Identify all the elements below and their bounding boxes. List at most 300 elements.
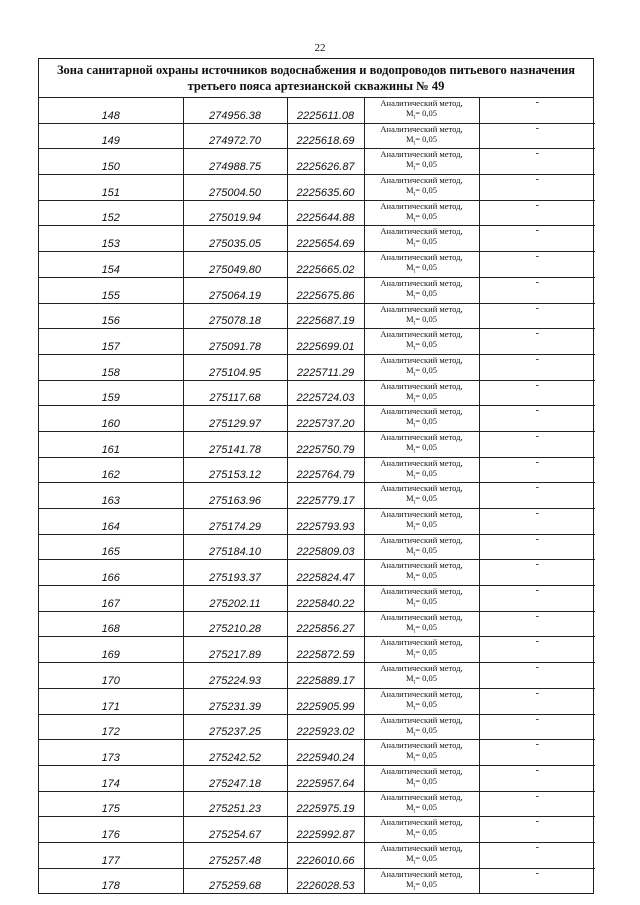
accuracy-value	[365, 570, 479, 585]
point-number-cell: 158	[39, 354, 183, 380]
x-coordinate-cell: 275247.18	[183, 765, 287, 791]
accuracy-prefix: M	[405, 467, 414, 478]
accuracy-number: = 0,05	[415, 493, 438, 504]
accuracy-prefix: M	[405, 441, 414, 452]
note-cell: -	[479, 252, 595, 278]
x-coordinate-cell: 275129.97	[183, 406, 287, 432]
accuracy-value	[365, 134, 479, 149]
table-row	[39, 817, 595, 843]
note-cell: -	[479, 817, 595, 843]
accuracy-value	[365, 699, 479, 714]
accuracy-prefix: M	[405, 364, 414, 375]
y-coordinate-cell: 2225644.88	[287, 200, 364, 226]
point-number-cell: 149	[39, 123, 183, 149]
point-number-cell: 157	[39, 329, 183, 355]
point-number-cell: 172	[39, 714, 183, 740]
note-cell: -	[479, 303, 595, 329]
accuracy-subscript: t	[413, 602, 416, 609]
point-number-cell: 166	[39, 560, 183, 586]
method-label: Аналитический метод,	[380, 688, 463, 699]
x-coordinate-cell: 274988.75	[183, 149, 287, 175]
point-number-cell: 174	[39, 765, 183, 791]
x-coordinate-cell: 275141.78	[183, 431, 287, 457]
point-number-cell: 175	[39, 791, 183, 817]
accuracy-subscript: t	[413, 448, 416, 455]
y-coordinate-cell: 2225711.29	[287, 354, 364, 380]
point-number-cell: 162	[39, 457, 183, 483]
table-row	[39, 175, 595, 201]
table-row	[39, 560, 595, 586]
accuracy-number: = 0,05	[415, 827, 438, 838]
method-cell	[364, 637, 479, 663]
table-row	[39, 714, 595, 740]
method-cell	[364, 740, 479, 766]
point-number-cell: 169	[39, 637, 183, 663]
method-label: Аналитический метод,	[380, 740, 463, 751]
note-cell: -	[479, 560, 595, 586]
accuracy-subscript: t	[413, 885, 416, 892]
method-cell	[364, 431, 479, 457]
note-cell: -	[479, 791, 595, 817]
table-row	[39, 509, 595, 535]
x-coordinate-cell: 275019.94	[183, 200, 287, 226]
note-cell: -	[479, 98, 595, 123]
accuracy-value	[365, 725, 479, 740]
accuracy-subscript: t	[413, 628, 416, 635]
method-label: Аналитический метод,	[380, 714, 463, 725]
point-number-cell: 176	[39, 817, 183, 843]
table-row	[39, 457, 595, 483]
accuracy-value	[365, 647, 479, 662]
table-row	[39, 149, 595, 175]
accuracy-subscript: t	[413, 345, 416, 352]
note-cell: -	[479, 277, 595, 303]
method-cell	[364, 303, 479, 329]
y-coordinate-cell: 2226028.53	[287, 868, 364, 893]
point-number-cell: 159	[39, 380, 183, 406]
point-number-cell: 171	[39, 688, 183, 714]
accuracy-prefix: M	[405, 698, 414, 709]
accuracy-number: = 0,05	[415, 185, 438, 196]
x-coordinate-cell: 275210.28	[183, 611, 287, 637]
accuracy-value	[365, 750, 479, 765]
method-label: Аналитический метод,	[380, 765, 463, 776]
method-label: Аналитический метод,	[380, 329, 463, 340]
method-cell	[364, 534, 479, 560]
point-number-cell: 150	[39, 149, 183, 175]
accuracy-number: = 0,05	[415, 441, 438, 452]
accuracy-prefix: M	[405, 108, 414, 118]
y-coordinate-cell: 2225975.19	[287, 791, 364, 817]
x-coordinate-cell: 275064.19	[183, 277, 287, 303]
accuracy-number: = 0,05	[415, 108, 438, 118]
accuracy-subscript: t	[413, 654, 416, 661]
method-cell	[364, 354, 479, 380]
method-cell	[364, 200, 479, 226]
x-coordinate-cell: 275163.96	[183, 483, 287, 509]
note-cell: -	[479, 457, 595, 483]
method-cell	[364, 714, 479, 740]
point-number-cell: 163	[39, 483, 183, 509]
x-coordinate-cell: 275078.18	[183, 303, 287, 329]
accuracy-number: = 0,05	[415, 724, 438, 735]
method-label: Аналитический метод,	[380, 560, 463, 571]
method-cell	[364, 98, 479, 123]
note-cell: -	[479, 868, 595, 893]
accuracy-number: = 0,05	[415, 364, 438, 375]
accuracy-prefix: M	[405, 596, 414, 607]
y-coordinate-cell: 2225675.86	[287, 277, 364, 303]
accuracy-prefix: M	[405, 775, 414, 786]
accuracy-value	[365, 185, 479, 200]
method-label: Аналитический метод,	[380, 200, 463, 211]
table-row	[39, 252, 595, 278]
table-row	[39, 226, 595, 252]
coordinates-table-frame	[38, 58, 594, 894]
y-coordinate-cell: 2225957.64	[287, 765, 364, 791]
table-row	[39, 740, 595, 766]
note-cell: -	[479, 586, 595, 612]
y-coordinate-cell: 2225992.87	[287, 817, 364, 843]
x-coordinate-cell: 274956.38	[183, 98, 287, 123]
accuracy-value	[365, 159, 479, 174]
accuracy-subscript: t	[413, 808, 416, 815]
method-cell	[364, 123, 479, 149]
method-label: Аналитический метод,	[380, 842, 463, 853]
method-cell	[364, 663, 479, 689]
accuracy-number: = 0,05	[415, 570, 438, 581]
table-row	[39, 611, 595, 637]
table-row	[39, 663, 595, 689]
note-cell: -	[479, 688, 595, 714]
note-cell: -	[479, 663, 595, 689]
page-number: 22	[314, 42, 326, 54]
x-coordinate-cell: 275202.11	[183, 586, 287, 612]
accuracy-number: = 0,05	[415, 210, 438, 221]
method-cell	[364, 329, 479, 355]
method-label: Аналитический метод,	[380, 123, 463, 134]
accuracy-subscript: t	[413, 268, 416, 275]
accuracy-number: = 0,05	[415, 750, 438, 761]
method-label: Аналитический метод,	[380, 406, 463, 417]
accuracy-value	[365, 827, 479, 842]
y-coordinate-cell: 2225923.02	[287, 714, 364, 740]
table-row	[39, 483, 595, 509]
method-cell	[364, 226, 479, 252]
accuracy-prefix: M	[405, 519, 414, 529]
coordinates-table	[39, 98, 595, 893]
accuracy-subscript: t	[413, 140, 416, 147]
method-label: Аналитический метод,	[380, 534, 463, 545]
table-row	[39, 200, 595, 226]
method-cell	[364, 406, 479, 432]
method-cell	[364, 560, 479, 586]
accuracy-prefix: M	[405, 673, 414, 684]
table-row	[39, 277, 595, 303]
accuracy-value	[365, 622, 479, 637]
accuracy-number: = 0,05	[415, 159, 438, 170]
method-cell	[364, 483, 479, 509]
point-number-cell: 148	[39, 98, 183, 123]
accuracy-prefix: M	[405, 544, 414, 555]
y-coordinate-cell: 2225779.17	[287, 483, 364, 509]
table-row	[39, 123, 595, 149]
accuracy-subscript: t	[413, 422, 416, 429]
accuracy-prefix: M	[405, 416, 414, 427]
y-coordinate-cell: 2225665.02	[287, 252, 364, 278]
method-cell	[364, 149, 479, 175]
y-coordinate-cell: 2225809.03	[287, 534, 364, 560]
accuracy-number: = 0,05	[415, 339, 438, 350]
note-cell: -	[479, 200, 595, 226]
x-coordinate-cell: 275257.48	[183, 842, 287, 868]
y-coordinate-cell: 2225872.59	[287, 637, 364, 663]
coordinates-table-body	[39, 98, 595, 893]
method-cell	[364, 688, 479, 714]
table-row	[39, 354, 595, 380]
accuracy-number: = 0,05	[415, 133, 438, 144]
accuracy-value	[365, 391, 479, 406]
table-row	[39, 98, 595, 123]
method-label: Аналитический метод,	[380, 226, 463, 237]
method-cell	[364, 611, 479, 637]
accuracy-subscript: t	[413, 474, 416, 481]
note-cell: -	[479, 329, 595, 355]
method-label: Аналитический метод,	[380, 637, 463, 648]
method-cell	[364, 868, 479, 893]
note-cell: -	[479, 637, 595, 663]
point-number-cell: 154	[39, 252, 183, 278]
accuracy-prefix: M	[405, 390, 414, 401]
table-row	[39, 842, 595, 868]
accuracy-number: = 0,05	[415, 236, 438, 247]
point-number-cell: 173	[39, 740, 183, 766]
accuracy-number: = 0,05	[415, 647, 438, 658]
heading-line-1: Зона санитарной охраны источников водоснабжения и водопроводов питьевого назначения	[56, 63, 576, 77]
point-number-cell: 170	[39, 663, 183, 689]
x-coordinate-cell: 275224.93	[183, 663, 287, 689]
table-row	[39, 380, 595, 406]
accuracy-value	[365, 596, 479, 611]
x-coordinate-cell: 275242.52	[183, 740, 287, 766]
method-cell	[364, 252, 479, 278]
y-coordinate-cell: 2225793.93	[287, 509, 364, 535]
accuracy-number: = 0,05	[415, 621, 438, 632]
method-label: Аналитический метод,	[380, 586, 463, 597]
note-cell: -	[479, 714, 595, 740]
point-number-cell: 177	[39, 842, 183, 868]
x-coordinate-cell: 275193.37	[183, 560, 287, 586]
note-cell: -	[479, 534, 595, 560]
accuracy-number: = 0,05	[415, 801, 438, 812]
method-cell	[364, 765, 479, 791]
note-cell: -	[479, 483, 595, 509]
x-coordinate-cell: 275004.50	[183, 175, 287, 201]
point-number-cell: 153	[39, 226, 183, 252]
accuracy-prefix: M	[405, 827, 414, 838]
accuracy-value	[365, 108, 479, 123]
y-coordinate-cell: 2225687.19	[287, 303, 364, 329]
accuracy-value	[365, 262, 479, 277]
accuracy-subscript: t	[413, 294, 416, 301]
accuracy-number: = 0,05	[415, 467, 438, 478]
y-coordinate-cell: 2225618.69	[287, 123, 364, 149]
method-cell	[364, 817, 479, 843]
accuracy-prefix: M	[405, 159, 414, 170]
method-label: Аналитический метод,	[380, 277, 463, 288]
x-coordinate-cell: 275153.12	[183, 457, 287, 483]
accuracy-number: = 0,05	[415, 673, 438, 684]
method-label: Аналитический метод,	[380, 98, 463, 108]
accuracy-value	[365, 493, 479, 508]
y-coordinate-cell: 2225840.22	[287, 586, 364, 612]
x-coordinate-cell: 275254.67	[183, 817, 287, 843]
accuracy-value	[365, 545, 479, 560]
accuracy-subscript: t	[413, 577, 416, 584]
method-label: Аналитический метод,	[380, 483, 463, 494]
table-row	[39, 406, 595, 432]
method-cell	[364, 509, 479, 535]
accuracy-number: = 0,05	[415, 390, 438, 401]
accuracy-number: = 0,05	[415, 519, 438, 529]
method-label: Аналитический метод,	[380, 149, 463, 160]
accuracy-subscript: t	[413, 243, 416, 250]
accuracy-subscript: t	[413, 320, 416, 327]
method-cell	[364, 842, 479, 868]
point-number-cell: 152	[39, 200, 183, 226]
method-label: Аналитический метод,	[380, 509, 463, 519]
accuracy-value	[365, 288, 479, 303]
method-label: Аналитический метод,	[380, 380, 463, 391]
accuracy-subscript: t	[413, 551, 416, 558]
method-label: Аналитический метод,	[380, 817, 463, 828]
point-number-cell: 167	[39, 586, 183, 612]
method-cell	[364, 380, 479, 406]
accuracy-prefix: M	[405, 236, 414, 247]
x-coordinate-cell: 275035.05	[183, 226, 287, 252]
accuracy-subscript: t	[413, 371, 416, 378]
accuracy-subscript: t	[413, 500, 416, 506]
accuracy-prefix: M	[405, 339, 414, 350]
method-label: Аналитический метод,	[380, 252, 463, 263]
accuracy-prefix: M	[405, 724, 414, 735]
y-coordinate-cell: 2225764.79	[287, 457, 364, 483]
point-number-cell: 155	[39, 277, 183, 303]
note-cell: -	[479, 611, 595, 637]
accuracy-prefix: M	[405, 621, 414, 632]
y-coordinate-cell: 2225824.47	[287, 560, 364, 586]
accuracy-prefix: M	[405, 133, 414, 144]
y-coordinate-cell: 2225699.01	[287, 329, 364, 355]
x-coordinate-cell: 275091.78	[183, 329, 287, 355]
point-number-cell: 178	[39, 868, 183, 893]
y-coordinate-cell: 2225654.69	[287, 226, 364, 252]
point-number-cell: 165	[39, 534, 183, 560]
method-label: Аналитический метод,	[380, 457, 463, 468]
y-coordinate-cell: 2225724.03	[287, 380, 364, 406]
accuracy-number: = 0,05	[415, 878, 438, 889]
accuracy-number: = 0,05	[415, 262, 438, 273]
note-cell: -	[479, 765, 595, 791]
method-label: Аналитический метод,	[380, 663, 463, 674]
note-cell: -	[479, 354, 595, 380]
accuracy-value	[365, 879, 479, 894]
point-number-cell: 168	[39, 611, 183, 637]
accuracy-prefix: M	[405, 493, 414, 504]
accuracy-subscript: t	[413, 397, 416, 404]
accuracy-subscript: t	[413, 114, 416, 121]
table-heading	[39, 59, 593, 98]
y-coordinate-cell: 2225635.60	[287, 175, 364, 201]
y-coordinate-cell: 2225626.87	[287, 149, 364, 175]
y-coordinate-cell: 2225889.17	[287, 663, 364, 689]
method-cell	[364, 175, 479, 201]
accuracy-prefix: M	[405, 570, 414, 581]
accuracy-prefix: M	[405, 647, 414, 658]
y-coordinate-cell: 2225856.27	[287, 611, 364, 637]
accuracy-subscript: t	[413, 525, 416, 532]
table-row	[39, 329, 595, 355]
point-number-cell: 164	[39, 509, 183, 535]
method-cell	[364, 457, 479, 483]
point-number-cell: 160	[39, 406, 183, 432]
accuracy-prefix: M	[405, 878, 414, 889]
note-cell: -	[479, 406, 595, 432]
accuracy-value	[365, 776, 479, 791]
accuracy-number: = 0,05	[415, 313, 438, 324]
y-coordinate-cell: 2226010.66	[287, 842, 364, 868]
method-label: Аналитический метод,	[380, 354, 463, 365]
accuracy-prefix: M	[405, 210, 414, 221]
note-cell: -	[479, 740, 595, 766]
note-cell: -	[479, 380, 595, 406]
note-cell: -	[479, 509, 595, 535]
accuracy-prefix: M	[405, 801, 414, 812]
method-label: Аналитический метод,	[380, 303, 463, 314]
table-row	[39, 765, 595, 791]
note-cell: -	[479, 431, 595, 457]
method-label: Аналитический метод,	[380, 611, 463, 622]
accuracy-subscript: t	[413, 731, 416, 738]
accuracy-prefix: M	[405, 313, 414, 324]
accuracy-number: = 0,05	[415, 287, 438, 298]
x-coordinate-cell: 275251.23	[183, 791, 287, 817]
note-cell: -	[479, 123, 595, 149]
accuracy-subscript: t	[413, 782, 416, 789]
accuracy-subscript: t	[413, 833, 416, 840]
method-label: Аналитический метод,	[380, 175, 463, 186]
table-row	[39, 303, 595, 329]
x-coordinate-cell: 274972.70	[183, 123, 287, 149]
accuracy-subscript: t	[413, 191, 416, 198]
y-coordinate-cell: 2225940.24	[287, 740, 364, 766]
method-label: Аналитический метод,	[380, 791, 463, 802]
x-coordinate-cell: 275237.25	[183, 714, 287, 740]
x-coordinate-cell: 275104.95	[183, 354, 287, 380]
accuracy-value	[365, 853, 479, 868]
accuracy-prefix: M	[405, 262, 414, 273]
accuracy-value	[365, 416, 479, 431]
point-number-cell: 161	[39, 431, 183, 457]
accuracy-prefix: M	[405, 287, 414, 298]
table-row	[39, 637, 595, 663]
point-number-cell: 151	[39, 175, 183, 201]
method-cell	[364, 586, 479, 612]
accuracy-value	[365, 442, 479, 457]
accuracy-subscript: t	[413, 859, 416, 866]
x-coordinate-cell: 275231.39	[183, 688, 287, 714]
y-coordinate-cell: 2225905.99	[287, 688, 364, 714]
